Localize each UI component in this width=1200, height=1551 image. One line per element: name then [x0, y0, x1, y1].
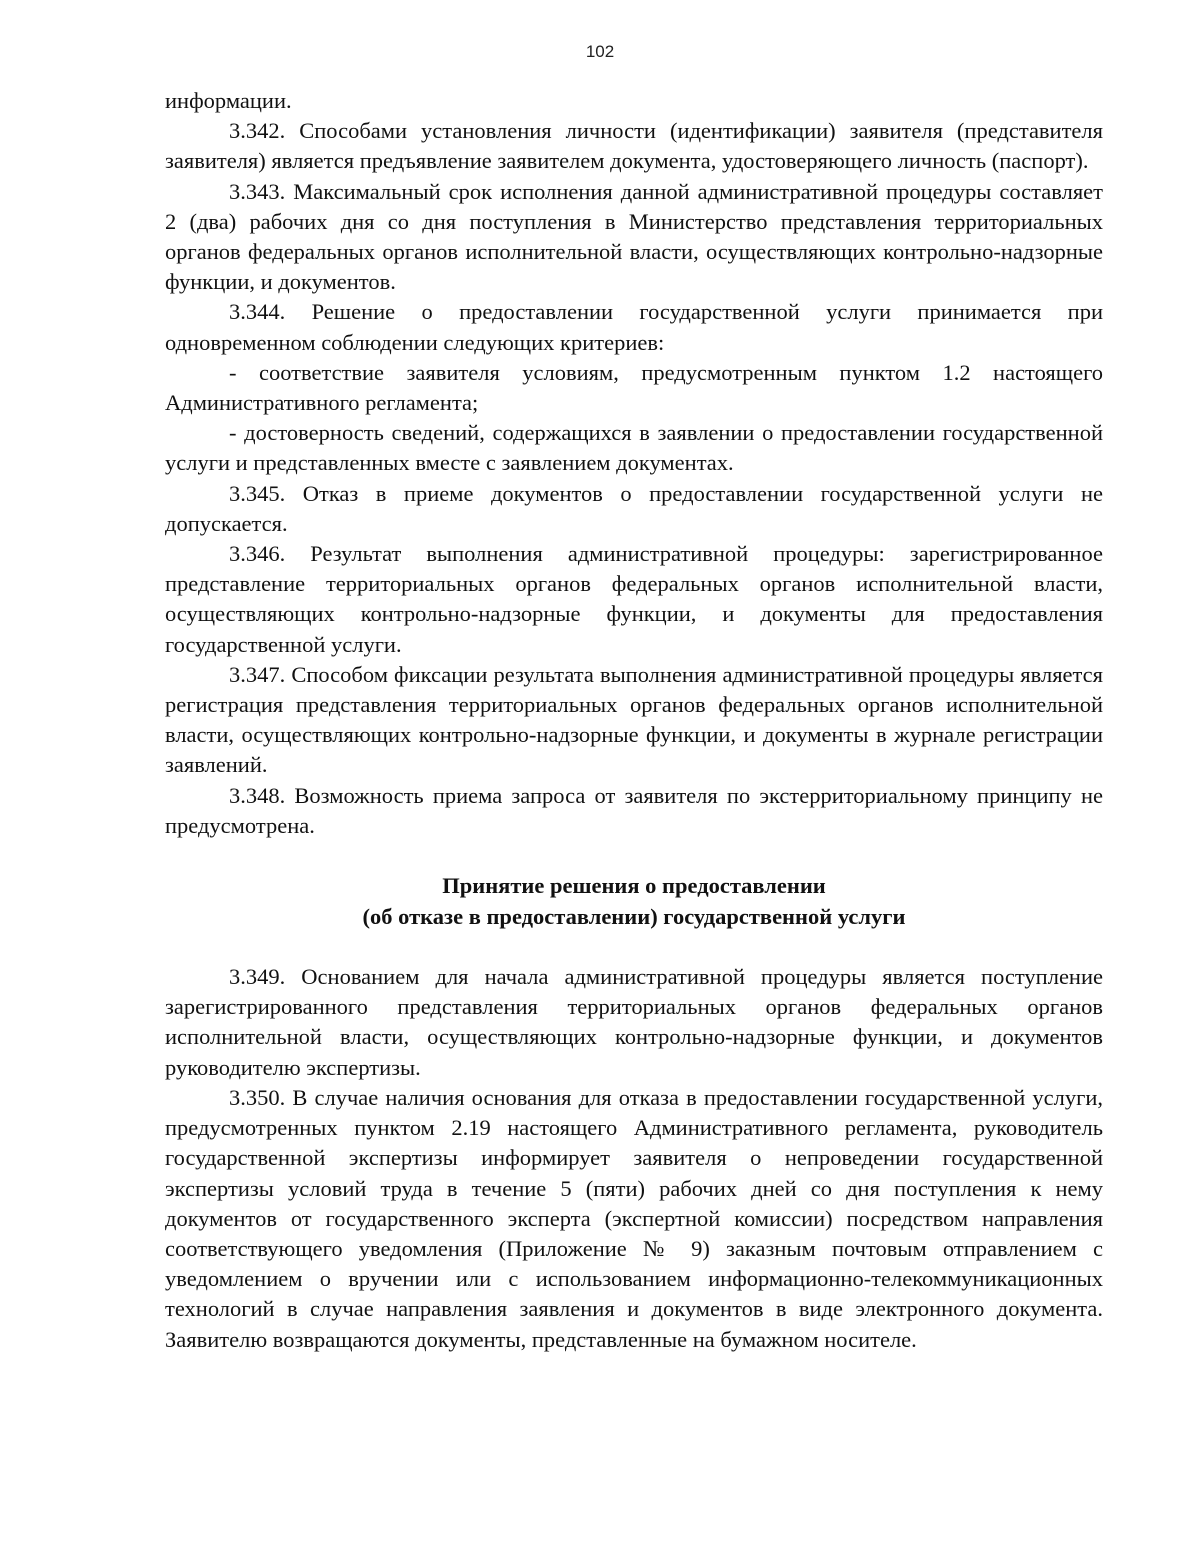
paragraph-3-349: 3.349. Основанием для начала административной процедуры является поступление зарегистрированного представления территориальных органов федеральных органов исполнительной власти, осуществляющих контрольно-надзорные функции, и документов руководителю экспертизы. [165, 964, 1103, 1080]
section-heading-line-1: Принятие решения о предоставлении [442, 873, 826, 899]
document-body [165, 86, 1103, 1355]
criteria-item-2: - достоверность сведений, содержащихся в заявлении о предоставлении государственной услуги и представленных вместе с заявлением документах. [165, 420, 1103, 476]
page-number: 102 [585, 42, 615, 61]
paragraph-3-350: 3.350. В случае наличия основания для отказа в предоставлении государственной услуги, предусмотренных пунктом 2.19 настоящего Административного регламента, руководитель государственной экспертизы информирует заявителя о непроведении государственной экспертизы условий труда в течение 5 (пяти) рабочих дней со дня поступления к нему документов от государственного эксперта (экспертной комиссии) посредством направления соответствующего уведомления (Приложение № 9) заказным почтовым отправлением с уведомлением о вручении или с использованием информационно-телекоммуникационных технологий в случае направления заявления и документов в виде электронного документа. Заявителю возвращаются документы, представленные на бумажном носителе. [165, 1084, 1103, 1352]
section-heading [165, 871, 1103, 932]
paragraph-3-346: 3.346. Результат выполнения административной процедуры: зарегистрированное представление территориальных органов федеральных органов исполнительной власти, осуществляющих контрольно-надзорные функции, и документы для предоставления государственной услуги. [165, 541, 1103, 657]
paragraph-3-342: 3.342. Способами установления личности (идентификации) заявителя (представителя заявителя) является предъявление заявителем документа, удостоверяющего личность (паспорт). [165, 118, 1103, 174]
paragraph-3-344: 3.344. Решение о предоставлении государственной услуги принимается при одновременном соблюдении следующих критериев: [165, 299, 1103, 355]
paragraph-3-348: 3.348. Возможность приема запроса от заявителя по экстерриториальному принципу не предусмотрена. [165, 782, 1103, 838]
paragraph-continuation: информации. [165, 88, 292, 113]
paragraph-3-343: 3.343. Максимальный срок исполнения данной административной процедуры составляет 2 (два) рабочих дня со дня поступления в Министерство представления территориальных органов федеральных органов исполнительной власти, осуществляющих контрольно-надзорные функции, и документов. [165, 178, 1103, 295]
criteria-item-1: - соответствие заявителя условиям, предусмотренным пунктом 1.2 настоящего Административного регламента; [165, 359, 1103, 416]
section-heading-line-2: (об отказе в предоставлении) государственной услуги [362, 903, 906, 929]
paragraph-3-347: 3.347. Способом фиксации результата выполнения административной процедуры является регистрация представления территориальных органов федеральных органов исполнительной власти, осуществляющих контрольно-надзорные функции, и документы в журнале регистрации заявлений. [165, 661, 1103, 778]
paragraph-3-345: 3.345. Отказ в приеме документов о предоставлении государственной услуги не допускается. [165, 480, 1103, 536]
